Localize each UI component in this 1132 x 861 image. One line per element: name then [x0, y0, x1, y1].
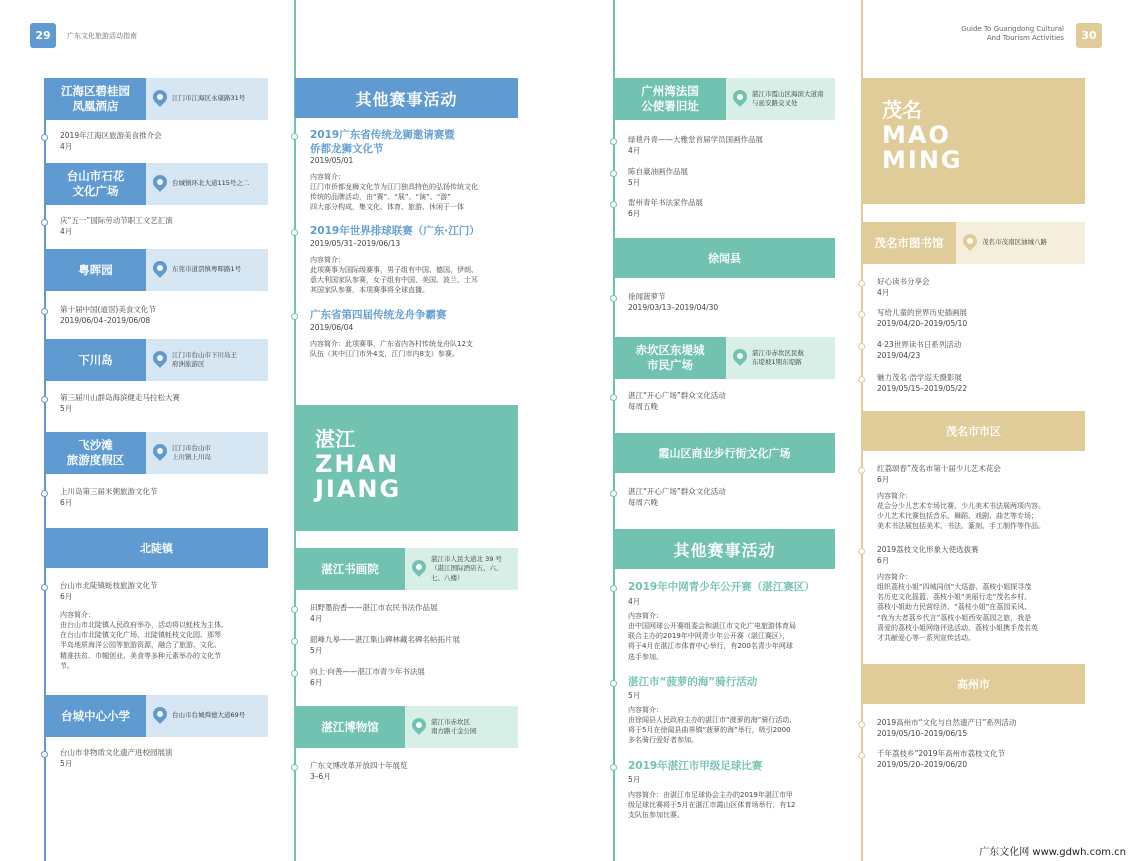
event-date: 4月 [877, 287, 890, 297]
header-title-right-line1: Guide To Guangdong Cultural [961, 25, 1064, 33]
venue-name-line: 台城中心小学 [61, 708, 130, 723]
event-date: 2019/06/04–2019/06/08 [60, 315, 151, 325]
event-title: 台山市北陡镇蚝枝旅游文化节 [60, 581, 158, 590]
event-date: 5月 [628, 775, 641, 784]
location-pin-icon [409, 557, 429, 577]
event-item [60, 305, 265, 326]
venue-card [295, 706, 518, 748]
event-date: 2019/03/13–2019/04/30 [628, 302, 719, 312]
venue-address [146, 432, 268, 474]
event-date: 2019/06/04 [310, 323, 354, 332]
timeline-dot [41, 219, 48, 226]
event-title: 徐闻菠萝节 [628, 292, 666, 301]
timeline-dot [858, 467, 865, 474]
event-date: 每周五晚 [628, 401, 658, 411]
event-item [628, 487, 833, 508]
section-bar-other-events: 其他赛事活动 [295, 78, 518, 118]
timeline-dot [610, 680, 617, 687]
event-title-line: 侨都龙狮文化节 [310, 142, 384, 155]
event-title: 2019荔枝文化形象大使选拔赛 [877, 545, 979, 554]
event-date: 5月 [628, 177, 641, 187]
header-title-left: 广东文化旅游活动指南 [67, 32, 137, 40]
venue-card [45, 249, 268, 291]
intro-line: 传统的品牌活动，由“赛”、“展”、“演”、“游” [310, 193, 452, 202]
event-title: 广东省第四届传统龙舟争霸赛 [310, 309, 447, 321]
venue-card [862, 222, 1085, 264]
intro-line: 江门市侨都龙狮文化节为江门独具特色的弘扬传统文化 [310, 183, 478, 192]
intro-line: 由中国网球公开赛组委会和湛江市文化广电旅游体育局 [628, 622, 796, 631]
timeline-dot [858, 311, 865, 318]
event-title: 湛江“开心广场”群众文化活动 [628, 487, 726, 496]
venue-name-line: 江海区碧桂园 [61, 84, 130, 99]
venue-address-text: 台山市台城舜德大道69号 [172, 711, 246, 720]
intro-label: 内容简介： [628, 612, 663, 620]
venue-name [614, 78, 726, 120]
venue-name-line: 旅游度假区 [66, 453, 125, 467]
section-bar-xiashan: 霞山区商业步行街文化广场 [614, 433, 835, 473]
intro-line: 将于4月在湛江市体育中心举行，有200名青少年网球 [628, 642, 793, 651]
event-date: 5月 [628, 691, 641, 700]
venue-address-line: 江门市台山市 [172, 443, 211, 452]
event-intro [628, 611, 840, 662]
venue-name-line: 台山市石花 [66, 169, 125, 184]
event-title: 田野墨韵香——湛江市农民书法作品展 [310, 603, 438, 612]
timeline-dot [41, 751, 48, 758]
event-intro [310, 172, 520, 213]
section-bar-beidou: 北陡镇 [45, 528, 268, 568]
city-name-en: JIANG [315, 475, 402, 504]
timeline-dot [858, 343, 865, 350]
venue-name-line: 公使署旧址 [641, 99, 699, 113]
event-title: 陈自豪油画作品展 [628, 167, 688, 176]
page-number-left: 29 [30, 23, 56, 48]
event-title: 广东文博改革开放四十年展览 [310, 761, 408, 770]
venue-name-line: 茂名市图书馆 [874, 235, 944, 250]
event-date: 6月 [310, 677, 323, 687]
event-title: 2019年世界排球联赛（广东·江门） [310, 225, 480, 237]
site-watermark: 广东文化网 www.gdwh.com.cn [977, 843, 1128, 858]
event-item [60, 487, 265, 508]
intro-label: 内容简介： [60, 611, 95, 619]
event-title: 2019高州市“文化与自然遗产日”系列活动 [877, 718, 1017, 727]
event-intro [628, 705, 840, 746]
venue-name-line: 赤坎区东堤城 [635, 343, 705, 358]
intro-line: 花会分少儿艺术专场比赛、少儿美术书法展两项内容。 [877, 502, 1045, 511]
event-title: 红荔颂春”茂名市第十届少儿艺术花会 [877, 464, 1001, 473]
event-date: 3–6月 [310, 771, 331, 781]
venue-address-line: （湛江国际酒店五、六、七、八楼） [431, 564, 503, 582]
venue-card [45, 163, 268, 205]
intro-line: 四大部分构成，集文化、体育、旅游、休闲于一体 [310, 203, 464, 212]
event-date: 5月 [60, 403, 73, 413]
venue-name-line: 凤凰酒店 [72, 99, 119, 113]
event-item [310, 761, 515, 782]
intro-line: 名历史文化摇篮、荔枝小姐“美丽行走”茂名乡村、 [877, 593, 1032, 602]
venue-address-line: 江门市台山市下川岛王 [172, 350, 237, 359]
event-item [877, 545, 1082, 566]
event-item [310, 667, 515, 688]
event-title: 写给儿童的世界历史插画展 [877, 308, 967, 317]
venue-address [405, 548, 518, 590]
intro-line: 组织荔枝小姐“四城同创”大巡游、荔枝小姐探寻茂 [877, 583, 1032, 592]
event-title [310, 129, 520, 156]
intro-line: 支队伍参加比赛。 [628, 811, 684, 820]
city-name-cn: 茂名 [882, 98, 922, 122]
location-pin-icon [150, 87, 170, 107]
timeline-dot [291, 764, 298, 771]
venue-address-text: 江门市江海区永康路31号 [172, 94, 246, 103]
event-item [310, 603, 515, 624]
event-title: 千年荔枝乡”2019年高州市荔枝文化节 [877, 749, 1005, 758]
venue-card [45, 78, 268, 120]
event-title: 绿毯丹青——大雅堂首届学员国画作品展 [628, 135, 763, 144]
intro-line: 意大利国家队参赛，女子组有中国、美国、波兰、土耳 [310, 276, 478, 285]
timeline-dot [41, 308, 48, 315]
intro-label: 内容简介： [877, 492, 912, 500]
timeline-dot [291, 606, 298, 613]
event-date: 6月 [628, 208, 641, 218]
venue-name-line: 湛江书画院 [321, 561, 379, 576]
venue-name [614, 337, 726, 379]
event-title: 上川岛第三届米粥旅游文化节 [60, 487, 158, 496]
event-title: 湛江市“菠萝的海”骑行活动 [628, 676, 758, 688]
event-title: 第十届中国(道滘)美食文化节 [60, 305, 156, 314]
timeline-dot [41, 490, 48, 497]
venue-name [45, 695, 146, 737]
event-date: 6月 [877, 555, 890, 565]
event-item [628, 167, 833, 188]
intro-line: 其国家队参赛，本项赛事将全球直播。 [310, 286, 429, 295]
intro-line: 级足球比赛将于5月在湛江市霞山区体育场举行，有12 [628, 801, 796, 810]
timeline-dot [41, 584, 48, 591]
venue-name [45, 339, 146, 381]
venue-address [146, 339, 268, 381]
intro-label: 内容简介： [310, 173, 345, 181]
event-intro [310, 255, 520, 296]
event-title: 向上·向善——湛江市青少年书法展 [310, 667, 425, 676]
section-bar-maoming-city: 茂名市市区 [862, 411, 1085, 451]
timeline-dot [291, 229, 298, 236]
intro-line: “我为大者荔乡代言”荔枝小姐西安荔园之旅，我是 [877, 613, 1032, 622]
venue-card [45, 432, 268, 474]
event-item [877, 718, 1087, 739]
venue-card [295, 548, 518, 590]
venue-address [146, 78, 268, 120]
city-name-cn: 湛江 [315, 427, 355, 451]
timeline-dot [610, 138, 617, 145]
event-title: 4·23世界读书日系列活动 [877, 340, 962, 349]
event-intro [877, 572, 1089, 643]
event-date: 5月 [60, 758, 73, 768]
event-date: 2019/05/10–2019/06/15 [877, 728, 968, 738]
event-date: 4月 [628, 145, 641, 155]
venue-name-line: 粤晖园 [78, 262, 113, 277]
event-title: 雷州青年书法家作品展 [628, 198, 703, 207]
venue-address-line: 与延安路交叉处 [752, 99, 798, 107]
location-pin-icon [150, 704, 170, 724]
venue-address [726, 78, 835, 120]
event-item [60, 748, 265, 769]
venue-name [45, 432, 146, 474]
venue-name [45, 249, 146, 291]
location-pin-icon [150, 258, 170, 278]
timeline-dot [291, 313, 298, 320]
timeline-dot [610, 295, 617, 302]
city-block-zhanjiang [295, 405, 518, 531]
venue-name-line: 下川岛 [78, 352, 113, 367]
timeline-dot [610, 394, 617, 401]
timeline-dot [610, 170, 617, 177]
event-intro [877, 491, 1089, 532]
venue-address-line: 湛江市赤坎区 [431, 717, 470, 726]
venue-card [614, 337, 835, 379]
header-title-right-line2: And Tourism Activities [986, 34, 1064, 43]
intro-line: 在台山市北陡镇文化广场、北陡镇蚝枝文化园、那琴 [60, 631, 221, 640]
timeline-dot [858, 376, 865, 383]
event-item [877, 749, 1087, 770]
event-date: 2019/04/23 [877, 350, 921, 360]
section-bar-other-events: 其他赛事活动 [614, 529, 835, 569]
venue-address [405, 706, 518, 748]
event-title: 湛江“开心广场”群众文化活动 [628, 391, 726, 400]
event-title: 好心读书分享会 [877, 277, 930, 286]
venue-name [295, 548, 405, 590]
venue-address [956, 222, 1085, 264]
event-title: 庆“五一”国际劳动节职工文艺汇演 [60, 216, 173, 225]
event-date: 2019/05/20–2019/06/20 [877, 759, 968, 769]
venue-address-text: 茂名市茂南区油城八路 [982, 238, 1047, 247]
location-pin-icon [730, 346, 750, 366]
city-name-en: ZHAN [315, 450, 400, 478]
intro-line: 荔枝小姐助力民营经济、“荔枝小姐”在荔园采风、 [877, 603, 1032, 612]
intro-line: 内容简介：此项赛事，广东省内各村传统龙舟队12支 [310, 340, 473, 348]
venue-card [614, 78, 835, 120]
event-item [877, 277, 1082, 298]
venue-address-line: 东堤坡1期东堤路 [752, 358, 802, 366]
location-pin-icon [409, 715, 429, 735]
timeline-line-col3 [613, 0, 615, 861]
event-date: 每周六晚 [628, 497, 658, 507]
intro-line: 节。 [60, 661, 74, 670]
venue-name [45, 163, 146, 205]
venue-address-text [431, 555, 515, 582]
city-name-en: MING [882, 146, 963, 175]
venue-address-text [752, 90, 824, 108]
venue-address-line: 南方路寸金公园 [431, 727, 477, 735]
timeline-dot [858, 752, 865, 759]
location-pin-icon [730, 87, 750, 107]
event-date: 2019/05/01 [310, 156, 354, 165]
intro-label: 内容简介： [310, 256, 345, 264]
event-date: 6月 [877, 474, 890, 484]
section-bar-gaozhou: 高州市 [862, 664, 1085, 704]
event-date: 4月 [628, 597, 641, 606]
event-item [877, 308, 1082, 329]
timeline-dot [610, 490, 617, 497]
event-title: 2019年江海区旅游美食推介会 [60, 131, 162, 140]
venue-card [45, 339, 268, 381]
event-title: 魅力茂名·浩学巡天摄影展 [877, 373, 962, 382]
venue-address-text: 台城镇环北大道115号之二 [172, 179, 250, 188]
intro-line: 联合主办的2019年中网青少年公开赛（湛江赛区）， [628, 632, 790, 641]
timeline-dot [610, 201, 617, 208]
event-title: 韶峰九皋——湛江集山碑林藏名碑名帖拓片展 [310, 635, 460, 644]
intro-line: 由徐闻县人民政府主办的湛江市“菠萝的海”骑行活动, [628, 716, 792, 725]
venue-address-text [431, 718, 477, 736]
event-date: 4月 [60, 226, 73, 236]
venue-address-text [172, 351, 237, 369]
intro-line: 美术书法展包括美术、书法、篆刻、手工制作等作品。 [877, 522, 1045, 531]
venue-name-line: 湛江博物馆 [321, 719, 379, 734]
timeline-dot [610, 764, 617, 771]
timeline-dot [610, 585, 617, 592]
event-title: 台山市非物质文化遗产进校园展演 [60, 748, 173, 757]
intro-line: 少儿艺术比赛包括音乐、舞蹈、戏剧、曲艺等专场； [877, 512, 1038, 521]
location-pin-icon [150, 172, 170, 192]
venue-name-line: 广州湾法国 [641, 84, 699, 99]
event-date: 2019/04/20–2019/05/10 [877, 318, 968, 328]
intro-label: 内容简介： [628, 706, 663, 714]
venue-address-line: 湛江市霞山区海滨大道南 [752, 89, 824, 98]
section-bar-xuwen: 徐闻县 [614, 238, 835, 278]
city-block-maoming [862, 78, 1085, 204]
venue-name-line: 市民广场 [647, 358, 693, 372]
venue-card [45, 695, 268, 737]
intro-line: 才共献爱心等一系列宣传活动。 [877, 633, 975, 642]
page-number-right: 30 [1076, 23, 1102, 48]
event-date: 6月 [60, 591, 73, 601]
venue-address-line: 湛江市赤坎区民航 [752, 348, 804, 357]
venue-address-text [172, 444, 211, 462]
event-title: 第三届川山群岛海滨健走马拉松大赛 [60, 393, 180, 402]
city-name-en: MAO [882, 121, 951, 149]
event-title: 2019年中网青少年公开赛（湛江赛区） [628, 581, 815, 593]
venue-address-text [752, 349, 804, 367]
venue-address [146, 163, 268, 205]
event-date: 5月 [310, 645, 323, 655]
event-item [877, 373, 1082, 394]
location-pin-icon [150, 348, 170, 368]
event-item [628, 198, 833, 219]
intro-line: 由台山市北陡镇人民政府举办，活动将以蚝枝为主体, [60, 621, 224, 630]
event-item [60, 131, 265, 152]
timeline-dot [291, 638, 298, 645]
event-item [628, 292, 833, 313]
intro-line: 队伍（其中江门市外4支，江门市内8支）参赛。 [310, 350, 459, 359]
event-item [60, 581, 265, 602]
venue-name [295, 706, 405, 748]
event-intro [628, 790, 840, 820]
intro-line: 多名骑行爱好者参加。 [628, 736, 698, 745]
intro-line: 半岛地质海洋公园等旅游资源，融合了旅游、文化、 [60, 641, 221, 650]
intro-line: 喜爱的荔枝小姐网络评选活动、荔枝小姐携手茂名英 [877, 623, 1038, 632]
event-item [628, 135, 833, 156]
location-pin-icon [150, 441, 170, 461]
venue-address [146, 695, 268, 737]
event-date: 4月 [310, 613, 323, 623]
timeline-dot [858, 548, 865, 555]
header-title-right [961, 25, 1064, 44]
event-intro [310, 339, 520, 359]
timeline-dot [41, 134, 48, 141]
venue-name-line: 飞沙滩 [78, 438, 113, 453]
timeline-dot [41, 396, 48, 403]
venue-address-line: 湛江市人民大道北 39 号 [431, 555, 502, 564]
intro-line: 将于5月在徐闻县曲界镇“菠萝的海”举行，吸引2000 [628, 726, 791, 735]
venue-address-line: 上川镇上川岛 [172, 453, 211, 461]
event-item [628, 391, 833, 412]
intro-line: 内容简介：由湛江市足球协会主办的2019年湛江市甲 [628, 791, 793, 799]
timeline-dot [291, 133, 298, 140]
event-item [877, 340, 1082, 361]
event-item [60, 216, 265, 237]
venue-name-line: 文化广场 [72, 184, 119, 198]
intro-line: 此项赛事为国际级赛事，男子组有中国、德国、伊朗、 [310, 266, 478, 275]
event-date: 6月 [60, 497, 73, 507]
venue-name [862, 222, 956, 264]
event-intro [60, 610, 270, 671]
event-item [60, 393, 265, 414]
intro-line: 选手参加。 [628, 652, 663, 661]
venue-address [146, 249, 268, 291]
timeline-dot [291, 670, 298, 677]
venue-address-text: 东莞市道滘镇粤晖路1号 [172, 265, 242, 274]
event-title-line: 2019广东省传统龙狮邀请赛暨 [310, 129, 455, 141]
location-pin-icon [960, 231, 980, 251]
venue-address [726, 337, 835, 379]
timeline-dot [858, 721, 865, 728]
event-date: 2019/05/31–2019/06/13 [310, 239, 401, 248]
venue-name [45, 78, 146, 120]
event-item [310, 635, 515, 656]
venue-address-line: 府洲旅游区 [172, 360, 205, 368]
event-date: 4月 [60, 141, 73, 151]
event-date: 2019/05/15–2019/05/22 [877, 383, 968, 393]
timeline-dot [858, 280, 865, 287]
intro-label: 内容简介： [877, 573, 912, 581]
intro-line: 精准扶贫、巾帼创业、美食等多种元素举办的文化节 [60, 651, 221, 660]
event-item [877, 464, 1082, 485]
event-title: 2019年湛江市甲级足球比赛 [628, 760, 763, 772]
